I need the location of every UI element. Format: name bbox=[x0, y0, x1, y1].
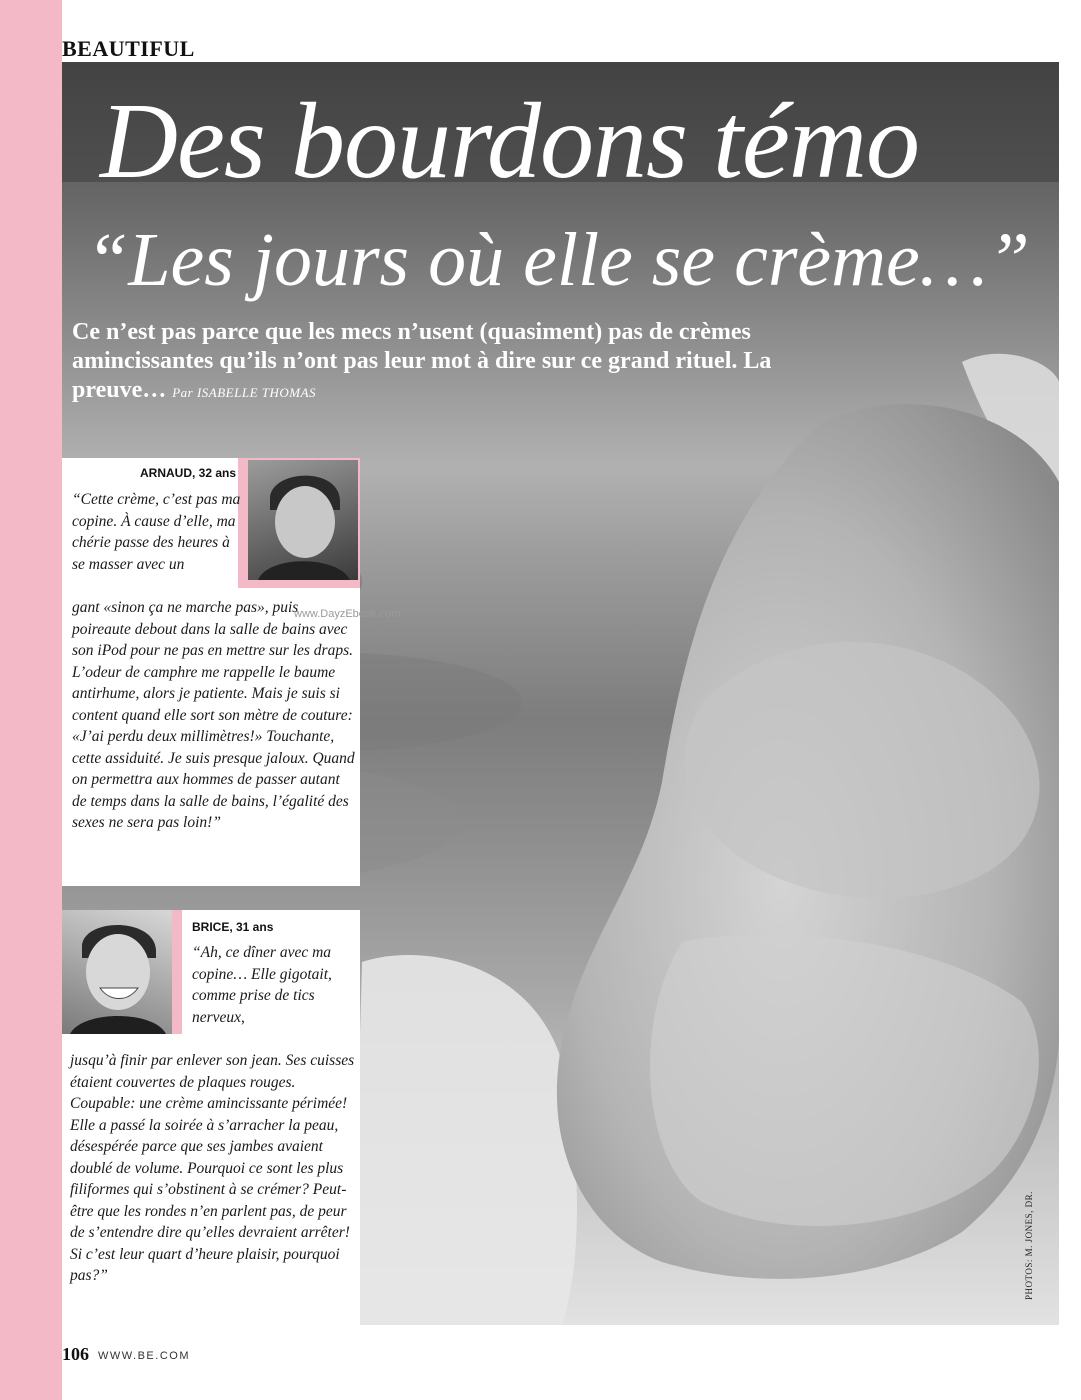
page-number: 106 bbox=[62, 1344, 89, 1364]
headline: Des bourdons témo bbox=[100, 82, 919, 201]
testimonial-quote-brice-part2: jusqu’à finir par enlever son jean. Ses cuisses étaient couvertes de plaques rouges. Coupable: une crème amincissante périmée! Elle a passé la soirée à s’arracher la peau, désespérée parce que ses jambes avaient doublé de volume. Pourquoi ce sont les plus filiformes qui s’obstinent à se crémer? Peut-être que les rondes n’en parlent pas, de peur de s’entendre dire qu’elles devraient arrêter! Si c’est leur quart d’heure plaisir, pourquoi pas?” bbox=[70, 1052, 355, 1284]
deck bbox=[72, 318, 772, 407]
testimonial-quote-brice-part1: “Ah, ce dîner avec ma copine… Elle gigotait, comme prise de tics nerveux, bbox=[192, 944, 332, 1026]
footer-site: WWW.BE.COM bbox=[98, 1350, 190, 1362]
testimonial-quote-arnaud-part2: gant «sinon ça ne marche pas», puis poireaute debout dans la salle de bains avec son iPod pour ne pas en mettre sur les draps. L’odeur de camphre me rappelle le baume antirhume, alors je patiente. Mais je suis si content quand elle sort son mètre de couture: «J’ai perdu deux millimètres!» Touchante, cette assiduité. Je suis presque jaloux. Quand on permettra aux hommes de passer autant de temps dans la salle de bains, l’égalité des sexes ne sera pas loin!” bbox=[72, 599, 355, 831]
subheadline: “Les jours où elle se crème…” bbox=[86, 218, 1030, 302]
portrait-brice bbox=[62, 910, 172, 1034]
portrait-arnaud bbox=[248, 460, 358, 580]
photo-credit: PHOTOS: M. JONES, DR. bbox=[1024, 1191, 1034, 1300]
testimonial-name-brice: BRICE, 31 ans bbox=[192, 920, 274, 934]
deck-text: Ce n’est pas parce que les mecs n’usent (quasiment) pas de crèmes amincissantes qu’ils n’ont pas leur mot à dire sur ce grand rituel. La preuve… bbox=[72, 319, 772, 403]
portrait-arnaud-figure bbox=[248, 460, 358, 580]
section-title: BEAUTIFUL bbox=[62, 36, 195, 61]
testimonial-name-arnaud: ARNAUD, 32 ans bbox=[140, 466, 237, 480]
pink-side-band bbox=[0, 0, 62, 1400]
watermark: www.DayzEbook.com bbox=[294, 608, 401, 620]
byline: Par ISABELLE THOMAS bbox=[172, 385, 317, 400]
portrait-brice-figure bbox=[62, 910, 172, 1034]
testimonial-quote-arnaud-part1: “Cette crème, c’est pas ma copine. À cause d’elle, ma chérie passe des heures à se masser avec un bbox=[72, 491, 241, 573]
